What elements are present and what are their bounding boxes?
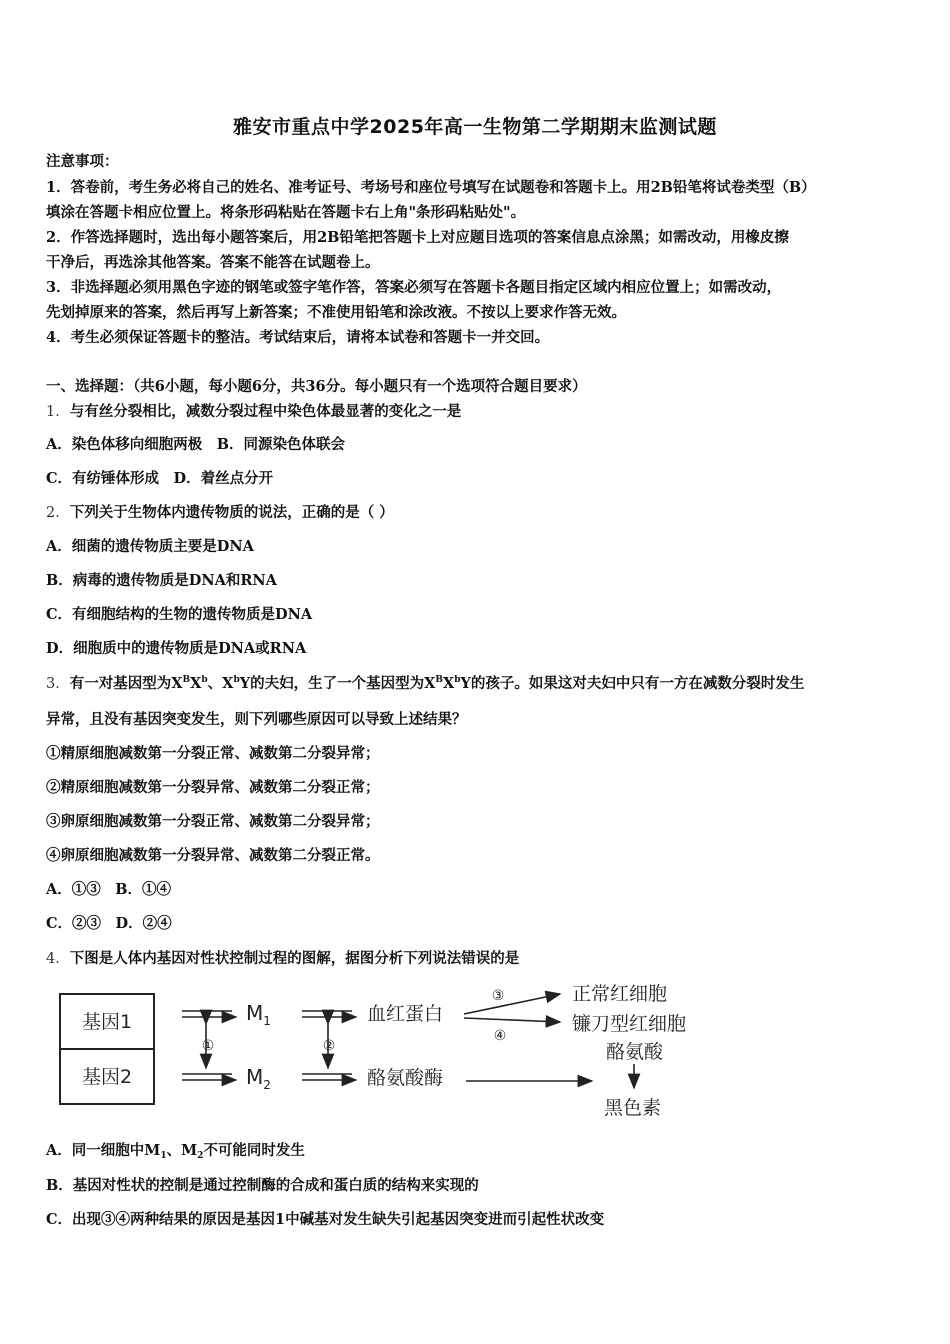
q1-number: 1． [46, 404, 70, 420]
gene-2-label: 基因2 [81, 1066, 133, 1088]
q2-option-b: B．病毒的遗传物质是DNA和RNA [46, 572, 277, 589]
process-1-label: ① [201, 1038, 215, 1054]
q3-allele: b [233, 675, 240, 685]
q3-allele: b [454, 675, 461, 685]
m1-subscript: 1 [263, 1014, 271, 1028]
q4-text: 下图是人体内基因对性状控制过程的图解，据图分析下列说法错误的是 [69, 950, 520, 967]
note-1a: 1．答卷前，考生务必将自己的姓名、准考证号、考场号和座位号填写在试题卷和答题卡上。用2B铅笔将试卷类型（B） [46, 179, 816, 196]
q3-text-a: 有一对基因型为 [69, 675, 172, 692]
q3-allele: B [182, 675, 191, 685]
sickle-rbc-label: 镰刀型红细胞 [572, 1013, 687, 1035]
branch-4-label: ④ [493, 1028, 507, 1044]
q3-stem [46, 674, 916, 694]
q2-number: 2． [46, 505, 70, 521]
q3-genotype-x: X [190, 675, 202, 692]
note-1b: 填涂在答题卡相应位置上。将条形码粘贴在答题卡右上角"条形码粘贴处"。 [46, 204, 526, 221]
section-heading: 一、选择题：（共6小题，每小题6分，共36分。每小题只有一个选项符合题目要求） [46, 378, 587, 395]
q2-option-a: A．细菌的遗传物质主要是DNA [46, 538, 254, 555]
notes-heading: 注意事项： [46, 153, 119, 170]
q4-option-b: B．基因对性状的控制是通过控制酶的合成和蛋白质的结构来实现的 [46, 1177, 479, 1194]
q3-item-2: ②精原细胞减数第一分裂异常、减数第二分裂正常； [46, 779, 380, 796]
branch-3-arrow [464, 994, 560, 1014]
q4-stem [46, 949, 916, 969]
tyrosine-label: 酪氨酸 [606, 1041, 664, 1063]
q3-item-3: ③卵原细胞减数第一分裂正常、减数第二分裂异常； [46, 813, 380, 830]
melanin-label: 黑色素 [604, 1097, 662, 1119]
branch-3-label: ③ [491, 988, 505, 1004]
q3-text-b: 的夫妇，生了一个基因型为 [250, 675, 425, 692]
q4-option-a-sub: 1 [160, 1151, 167, 1161]
q1-options-cd: C．有纺锤体形成 D．着丝点分开 [46, 470, 274, 487]
q3-genotype-x: X [442, 675, 455, 692]
q1-stem [46, 402, 916, 422]
q1-text: 与有丝分裂相比，减数分裂过程中染色体最显著的变化之一是 [69, 403, 462, 420]
note-3a: 3．非选择题必须用黑色字迹的钢笔或签字笔作答，答案必须写在答题卡各题目指定区域内相应位置上；如需改动， [46, 279, 782, 296]
q4-option-a-sub: 2 [197, 1151, 204, 1161]
q3-genotype-y: Y [460, 675, 471, 692]
m2-subscript: 2 [263, 1078, 271, 1092]
m2-letter: M [246, 1065, 264, 1089]
normal-rbc-label: 正常红细胞 [572, 983, 668, 1005]
q3-genotype-x: X [171, 675, 183, 692]
q4-option-a-text: 不可能同时发生 [203, 1142, 305, 1159]
q3-text-c: 的孩子。如果这对夫妇中只有一方在减数分裂时发生 [470, 675, 805, 692]
hemoglobin-label: 血红蛋白 [367, 1003, 444, 1025]
branch-4-arrow [464, 1018, 560, 1022]
q4-option-c: C．出现③④两种结果的原因是基因1中碱基对发生缺失引起基因突变进而引起性状改变 [46, 1211, 605, 1228]
q3-separator: 、 [207, 675, 223, 692]
q3-stem-2: 异常，且没有基因突变发生，则下列哪些原因可以导致上述结果？ [46, 711, 467, 728]
m1-letter: M [246, 1001, 264, 1025]
q3-genotype-y: Y [239, 675, 251, 692]
q3-genotype-x: X [424, 675, 436, 692]
page-title: 雅安市重点中学2025年高一生物第二学期期末监测试题 [233, 116, 717, 138]
q3-item-1: ①精原细胞减数第一分裂正常、减数第二分裂异常； [46, 745, 380, 762]
q3-number: 3． [46, 676, 70, 692]
q3-options-cd: C．②③ D．②④ [46, 915, 172, 932]
q3-options-ab: A．①③ B．①④ [46, 881, 172, 898]
q2-stem [46, 503, 916, 523]
process-2-label: ② [322, 1038, 336, 1054]
m2-label [246, 1065, 271, 1092]
note-3b: 先划掉原来的答案，然后再写上新答案；不准使用铅笔和涂改液。不按以上要求作答无效。 [46, 304, 626, 321]
q4-option-a-text: A．同一细胞中M [46, 1142, 161, 1159]
q2-option-d: D．细胞质中的遗传物质是DNA或RNA [46, 640, 307, 657]
note-4: 4．考生必须保证答题卡的整洁。考试结束后，请将本试卷和答题卡一并交回。 [46, 329, 550, 346]
m1-label [246, 1001, 271, 1028]
gene-trait-diagram [56, 980, 756, 1120]
q3-allele: b [201, 675, 208, 685]
note-2b: 干净后，再选涂其他答案。答案不能答在试题卷上。 [46, 254, 380, 271]
q3-genotype-x: X [222, 675, 234, 692]
tyrosinase-label: 酪氨酸酶 [367, 1067, 444, 1089]
q3-allele: B [435, 675, 443, 685]
q3-item-4: ④卵原细胞减数第一分裂异常、减数第二分裂正常。 [46, 847, 380, 864]
q4-option-a [46, 1141, 916, 1161]
q4-number: 4． [46, 951, 70, 967]
q1-options-ab: A．染色体移向细胞两极 B．同源染色体联会 [46, 436, 346, 453]
q2-text: 下列关于生物体内遗传物质的说法，正确的是（ ） [69, 504, 394, 521]
note-2a: 2．作答选择题时，选出每小题答案后，用2B铅笔把答题卡上对应题目选项的答案信息点涂黑；如需改动，用橡皮擦 [46, 229, 789, 246]
gene-1-label: 基因1 [81, 1011, 133, 1033]
q2-option-c: C．有细胞结构的生物的遗传物质是DNA [46, 606, 313, 623]
q4-option-a-text: 、M [166, 1142, 198, 1159]
